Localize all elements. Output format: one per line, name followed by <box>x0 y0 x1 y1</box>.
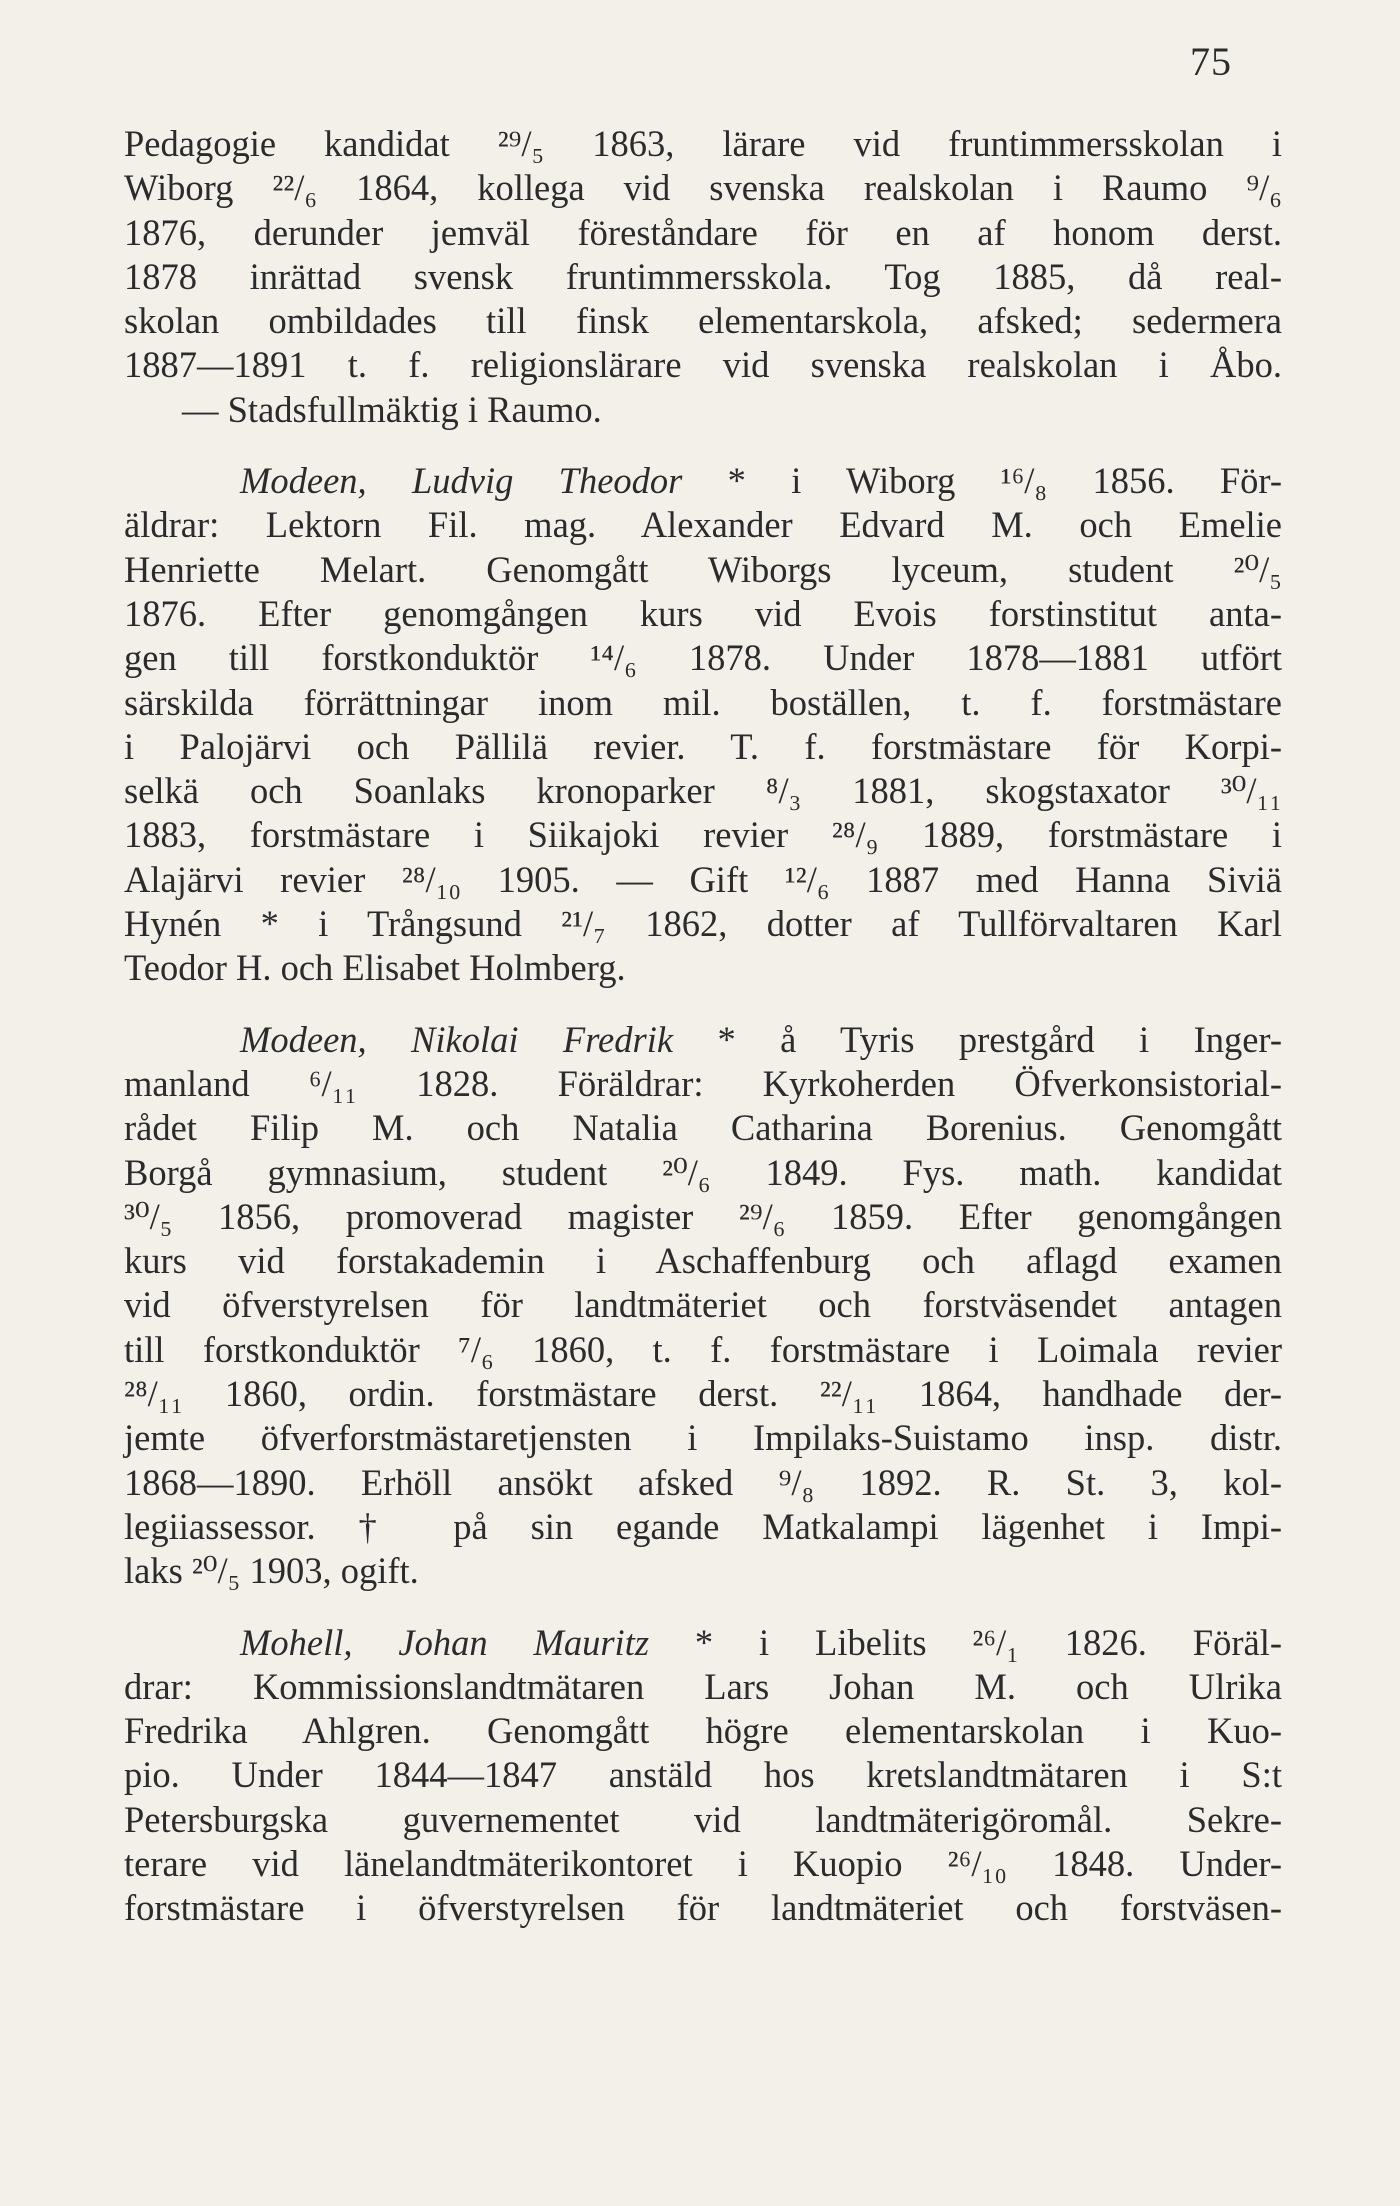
entry-heading-line <box>124 459 1282 503</box>
text-line: pio. Under 1844—1847 anstäld hos kretslandtmätaren i S:t <box>124 1754 1282 1796</box>
text-line: 1876. Efter genomgången kurs vid Evois forstinstitut anta- <box>124 592 1282 634</box>
text-line: särskilda förrättningar inom mil. boställen, t. f. forstmästare <box>124 681 1282 723</box>
text-line: 1878 inrättad svensk fruntimmersskola. Tog 1885, då real- <box>124 255 1282 297</box>
text-line: ³⁰/₅ 1856, promoverad magister ²⁹/₆ 1859. Efter genomgången <box>124 1195 1282 1237</box>
entry-name: Mohell, Johan Mauritz <box>240 1621 650 1663</box>
text-line: terare vid länelandtmäterikontoret i Kuopio ²⁶/₁₀ 1848. Under- <box>124 1842 1282 1884</box>
text-line: Hynén * i Trångsund ²¹/₇ 1862, dotter af Tullförvaltaren Karl <box>124 903 1282 945</box>
text-line: kurs vid forstakademin i Aschaffenburg och aflagd examen <box>124 1240 1282 1282</box>
text-line: Pedagogie kandidat ²⁹/₅ 1863, lärare vid fruntimmersskolan i <box>124 123 1282 164</box>
text-line: laks ²⁰/₅ 1903, ogift. <box>124 1550 419 1592</box>
text-line: Fredrika Ahlgren. Genomgått högre elementarskolan i Kuo- <box>124 1710 1282 1752</box>
text-line: drar: Kommissionslandtmätaren Lars Johan M. och Ulrika <box>124 1665 1282 1707</box>
text-line: * i Libelits ²⁶/₁ 1826. Föräl- <box>649 1621 1283 1663</box>
text-line: manland ⁶/₁₁ 1828. Föräldrar: Kyrkoherden Öfverkonsistorial- <box>124 1062 1282 1104</box>
text-line: vid öfverstyrelsen för landtmäteriet och forstväsendet antagen <box>124 1284 1282 1326</box>
text-line: ²⁸/₁₁ 1860, ordin. forstmästare derst. ²²/₁₁ 1864, handhade der- <box>124 1373 1282 1415</box>
text-line: gen till forstkonduktör ¹⁴/₆ 1878. Under 1878—1881 utfört <box>124 637 1282 679</box>
text-line: Wiborg ²²/₆ 1864, kollega vid svenska realskolan i Raumo ⁹/₆ <box>124 167 1282 209</box>
text-line: till forstkonduktör ⁷/₆ 1860, t. f. forstmästare i Loimala revier <box>124 1328 1282 1370</box>
entry-heading-line <box>124 1018 1282 1062</box>
text-line: äldrar: Lektorn Fil. mag. Alexander Edvard M. och Emelie <box>124 504 1282 546</box>
entry-continuation <box>124 122 1282 432</box>
text-line: legiiassessor. † på sin egande Matkalampi lägenhet i Impi- <box>124 1505 1282 1547</box>
entry-name: Modeen, Nikolai Fredrik <box>240 1018 674 1060</box>
text-line: skolan ombildades till finsk elementarskola, afsked; sedermera <box>124 300 1282 342</box>
text-line: 1876, derunder jemväl föreståndare för en af honom derst. <box>124 211 1282 253</box>
text-line: rådet Filip M. och Natalia Catharina Borenius. Genomgått <box>124 1107 1282 1149</box>
text-line: i Palojärvi och Pällilä revier. T. f. forstmästare för Korpi- <box>124 725 1282 767</box>
text-line: — Stadsfullmäktig i Raumo. <box>182 388 602 430</box>
entry-heading-line <box>124 1621 1282 1665</box>
text-line: * å Tyris prestgård i Inger- <box>673 1018 1283 1060</box>
text-line: 1883, forstmästare i Siikajoki revier ²⁸/₉ 1889, forstmästare i <box>124 814 1282 856</box>
entry-name: Modeen, Ludvig Theodor <box>240 460 683 502</box>
text-line: 1887—1891 t. f. religionslärare vid svenska realskolan i Åbo. <box>124 344 1282 386</box>
text-line: Borgå gymnasium, student ²⁰/₆ 1849. Fys. math. kandidat <box>124 1151 1282 1193</box>
entry-mohell-johan <box>124 1621 1282 1931</box>
text-line: Petersburgska guvernementet vid landtmäterigöromål. Sekre- <box>124 1798 1282 1840</box>
text-line: * i Wiborg ¹⁶/₈ 1856. För- <box>682 460 1282 502</box>
text-body <box>124 122 1282 1931</box>
text-line: 1868—1890. Erhöll ansökt afsked ⁹/₈ 1892. R. St. 3, kol- <box>124 1461 1282 1503</box>
text-line: Alajärvi revier ²⁸/₁₀ 1905. — Gift ¹²/₆ 1887 med Hanna Siviä <box>124 858 1282 900</box>
text-line: jemte öfverforstmästaretjensten i Impilaks-Suistamo insp. distr. <box>124 1417 1282 1459</box>
text-line: forstmästare i öfverstyrelsen för landtmäteriet och forstväsen- <box>124 1887 1282 1929</box>
entry-modeen-nikolai <box>124 1018 1282 1594</box>
entry-modeen-ludvig <box>124 459 1282 991</box>
text-line: selkä och Soanlaks kronoparker ⁸/₃ 1881, skogstaxator ³⁰/₁₁ <box>124 770 1282 812</box>
page-number: 75 <box>1190 39 1232 84</box>
text-line: Henriette Melart. Genomgått Wiborgs lyceum, student ²⁰/₅ <box>124 548 1282 590</box>
text-line: Teodor H. och Elisabet Holmberg. <box>124 947 626 989</box>
